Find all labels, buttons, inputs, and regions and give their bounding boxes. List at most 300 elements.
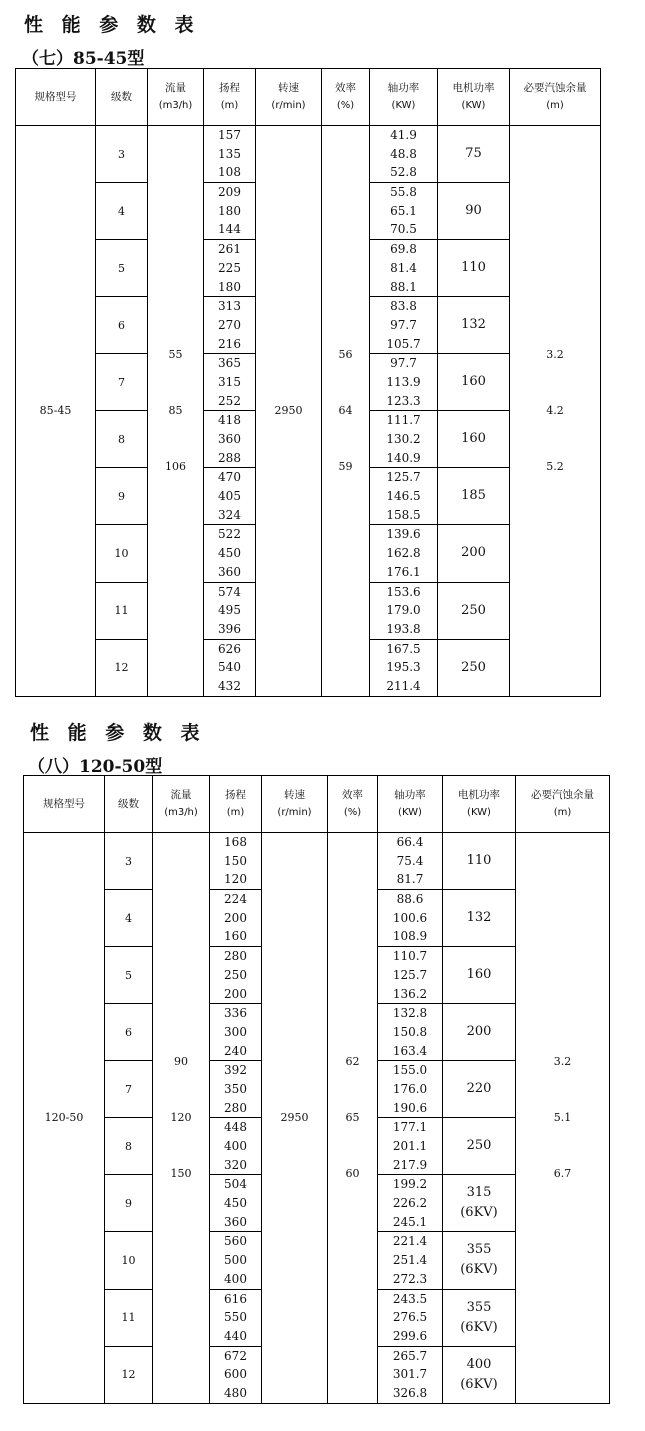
header-stages-label: 级数 [111,90,132,103]
shaft-power-cell-value: 251.4 [392,1253,428,1268]
header-efficiency-unit: (%) [336,100,355,111]
lift-cell-value: 209 [218,185,241,200]
shaft-power-cell [370,525,438,582]
lift-cell-value: 324 [218,507,241,522]
shaft-power-cell [370,354,438,411]
header-flow-label: 流量 [165,82,186,94]
header-shaft-power-unit: (KW) [398,807,422,818]
header-shaft-power-unit: (KW) [391,100,416,111]
shaft-power-cell-value: 153.6 [386,584,421,599]
shaft-power-cell [370,468,438,525]
motor-power-value: 200 [466,1024,492,1040]
lift-cell-value: 392 [224,1063,247,1078]
shaft-power-cell-value: 125.7 [386,470,421,485]
table-row [24,833,610,890]
efficiency-cell-value: 62 [345,1054,360,1068]
header-motor-power-label: 电机功率 [452,82,495,94]
motor-power-value: 250 [466,1138,492,1154]
lift-cell-value: 626 [218,641,241,656]
motor-power-cell [443,1346,516,1403]
shaft-power-cell-value: 155.0 [392,1063,428,1078]
lift-cell-value: 450 [218,546,241,561]
lift-cell-value: 574 [218,584,241,599]
lift-cell-value: 150 [224,853,247,868]
shaft-power-cell-value: 265.7 [392,1348,428,1363]
header-lift [204,69,256,126]
shaft-power-cell-value: 139.6 [386,527,421,542]
spec-table-120-50 [23,775,610,1404]
flow-cell-value: 85 [168,403,183,417]
shaft-power-cell-value: 190.6 [392,1100,428,1115]
motor-power-value: 355 [466,1242,492,1258]
shaft-power-cell [378,1289,443,1346]
shaft-power-cell-value: 136.2 [392,986,428,1001]
lift-cell-value: 396 [218,621,241,636]
motor-power-value: 250 [461,602,486,618]
npsh-cell-value: 6.7 [553,1166,572,1180]
lift-cell [210,1346,262,1403]
shaft-power-cell [378,833,443,890]
stage-cell: 3 [105,833,153,890]
shaft-power-cell-value: 88.6 [396,892,424,907]
lift-cell-value: 405 [218,489,241,504]
header-flow-unit: (m3/h) [158,100,193,111]
header-npsh-label: 必要汽蚀余量 [531,789,594,801]
lift-cell-value: 224 [224,892,247,907]
shaft-power-cell-value: 201.1 [392,1139,428,1153]
header-lift-label: 扬程 [225,789,246,801]
motor-power-cell [438,126,510,183]
lift-cell-value: 495 [218,603,241,618]
shaft-power-cell [378,1004,443,1061]
motor-power-value: 200 [461,545,486,561]
shaft-power-cell-value: 110.7 [392,949,428,964]
motor-power-cell [438,297,510,354]
efficiency-cell [328,833,378,1404]
shaft-power-cell-value: 65.1 [390,203,417,218]
motor-power-cell [443,1061,516,1118]
shaft-power-cell-value: 163.4 [392,1043,428,1058]
stage-cell: 5 [96,240,148,297]
npsh-cell-value: 4.2 [546,403,564,417]
header-lift [210,776,262,833]
header-shaft-power-label: 轴功率 [387,82,420,94]
stage-cell: 10 [96,525,148,582]
efficiency-cell-value: 60 [345,1166,360,1180]
lift-cell [204,582,256,639]
speed-cell: 2950 [256,126,322,697]
header-speed [262,776,328,833]
shaft-power-cell-value: 41.9 [390,128,417,142]
motor-power-value: 355 [466,1299,492,1315]
header-model-label: 规格型号 [34,90,77,103]
shaft-power-cell-value: 167.5 [386,641,421,656]
table-row [16,126,601,183]
lift-cell [204,639,256,696]
motor-power-cell [443,947,516,1004]
stage-cell: 8 [105,1118,153,1175]
section-title: 性 能 参 数 表 [30,722,206,744]
lift-cell-value: 500 [224,1253,247,1268]
shaft-power-cell [378,1061,443,1118]
shaft-power-cell-value: 70.5 [390,222,417,237]
header-stages [96,69,148,126]
shaft-power-cell-value: 81.4 [390,260,417,275]
npsh-cell-value: 3.2 [546,347,564,361]
lift-cell-value: 440 [224,1328,247,1343]
header-efficiency [328,776,378,833]
stage-cell: 9 [105,1175,153,1232]
lift-cell-value: 360 [224,1214,247,1229]
efficiency-cell [322,126,370,697]
lift-cell [204,468,256,525]
flow-cell-value: 120 [170,1110,192,1124]
stage-cell: 6 [105,1004,153,1061]
shaft-power-cell-value: 125.7 [392,967,428,982]
header-flow-label: 流量 [170,789,192,801]
npsh-cell-value: 5.1 [553,1110,572,1124]
lift-cell-value: 600 [224,1367,247,1382]
header-motor-power [443,776,516,833]
shaft-power-cell [378,1118,443,1175]
shaft-power-cell-value: 66.4 [396,835,424,849]
motor-power-value: 220 [466,1081,492,1097]
lift-cell-value: 135 [218,146,241,161]
lift-cell-value: 320 [224,1157,247,1172]
shaft-power-cell-value: 83.8 [390,299,417,314]
lift-cell-value: 240 [224,1043,247,1058]
lift-cell-value: 157 [218,128,241,142]
lift-cell-value: 448 [224,1120,247,1135]
shaft-power-cell-value: 97.7 [390,356,417,371]
header-lift-label: 扬程 [219,82,240,94]
shaft-power-cell-value: 52.8 [390,165,417,180]
stage-cell: 4 [96,183,148,240]
lift-cell-value: 360 [218,432,241,446]
efficiency-cell-value: 59 [338,459,353,473]
lift-cell-value: 280 [224,1100,247,1115]
shaft-power-cell-value: 221.4 [392,1234,428,1249]
lift-cell-value: 360 [218,564,241,579]
motor-power-value: 75 [465,146,482,162]
lift-cell-value: 270 [218,317,241,332]
lift-cell [210,890,262,947]
lift-cell-value: 250 [224,967,247,982]
motor-power-value: 250 [461,659,486,675]
shaft-power-cell-value: 123.3 [386,393,421,408]
header-model [24,776,105,833]
lift-cell [210,1232,262,1289]
lift-cell-value: 470 [218,470,241,485]
stage-cell: 11 [96,582,148,639]
lift-cell-value: 252 [218,393,241,408]
shaft-power-cell-value: 195.3 [386,660,421,675]
header-motor-power [438,69,510,126]
header-efficiency-label: 效率 [335,82,356,94]
shaft-power-cell-value: 226.2 [392,1196,428,1211]
shaft-power-cell [370,183,438,240]
lift-cell-value: 672 [224,1348,247,1363]
header-npsh-label: 必要汽蚀余量 [523,82,587,94]
header-npsh [516,776,610,833]
lift-cell-value: 365 [218,356,241,371]
shaft-power-cell-value: 130.2 [386,432,421,446]
shaft-power-cell-value: 75.4 [396,853,424,868]
header-stages-label: 级数 [118,797,139,810]
header-flow-unit: (m3/h) [164,807,198,818]
motor-power-value: 185 [461,488,486,504]
shaft-power-cell [370,240,438,297]
lift-cell-value: 418 [218,413,241,428]
lift-cell-value: 108 [218,165,241,180]
shaft-power-cell-value: 162.8 [386,546,421,561]
header-npsh-unit: (m) [546,100,564,111]
header-stages [105,776,153,833]
shaft-power-cell-value: 193.8 [386,621,421,636]
motor-power-value: 132 [466,910,492,926]
shaft-power-cell-value: 140.9 [386,450,421,465]
motor-power-value: 400 [466,1356,492,1372]
shaft-power-cell-value: 301.7 [392,1367,428,1382]
shaft-power-cell-value: 211.4 [386,678,421,693]
stage-cell: 7 [96,354,148,411]
lift-cell [204,411,256,468]
header-motor-power-unit: (KW) [461,100,486,111]
header-motor-power-label: 电机功率 [458,789,500,801]
shaft-power-cell-value: 108.9 [392,929,428,944]
motor-power-cell [443,890,516,947]
lift-cell-value: 522 [218,527,241,542]
motor-power-value: 160 [466,967,492,983]
flow-cell-value: 106 [165,459,186,473]
lift-cell-value: 400 [224,1139,247,1153]
lift-cell [204,183,256,240]
lift-cell-value: 550 [224,1310,247,1325]
header-speed-label: 转速 [278,82,299,94]
shaft-power-cell-value: 199.2 [392,1177,428,1192]
shaft-power-cell-value: 100.6 [392,910,428,925]
stage-cell: 12 [96,639,148,696]
stage-cell: 3 [96,126,148,183]
model-cell: 85-45 [16,126,96,697]
stage-cell: 9 [96,468,148,525]
motor-power-value: 315 [466,1185,492,1201]
lift-cell-value: 560 [224,1234,247,1249]
motor-power-cell [443,1118,516,1175]
motor-voltage-note: (6KV) [460,1205,498,1221]
header-npsh [510,69,601,126]
header-motor-power-unit: (KW) [467,807,491,818]
motor-power-value: 132 [461,317,486,333]
shaft-power-cell-value: 326.8 [392,1385,428,1400]
header-lift-unit: (m) [226,807,245,818]
lift-cell-value: 225 [218,260,241,275]
shaft-power-cell-value: 243.5 [392,1291,428,1306]
header-efficiency-label: 效率 [342,789,363,801]
flow-cell [148,126,204,697]
shaft-power-cell [370,297,438,354]
lift-cell-value: 540 [218,660,241,675]
shaft-power-cell-value: 132.8 [392,1006,428,1021]
lift-cell [204,354,256,411]
flow-cell-value: 150 [170,1166,192,1180]
stage-cell: 6 [96,297,148,354]
lift-cell [204,240,256,297]
header-efficiency-unit: (%) [343,807,362,818]
lift-cell-value: 160 [224,929,247,944]
shaft-power-cell-value: 111.7 [386,413,421,428]
stage-cell: 10 [105,1232,153,1289]
motor-power-cell [438,639,510,696]
shaft-power-cell-value: 217.9 [392,1157,428,1172]
shaft-power-cell-value: 276.5 [392,1310,428,1325]
motor-power-value: 110 [461,260,486,276]
lift-cell [204,126,256,183]
header-model [16,69,96,126]
lift-cell [210,947,262,1004]
header-npsh-unit: (m) [553,807,572,818]
motor-power-cell [443,1232,516,1289]
shaft-power-cell [378,1346,443,1403]
npsh-cell-value: 5.2 [546,459,564,473]
header-shaft-power-label: 轴功率 [394,789,426,801]
stage-cell: 4 [105,890,153,947]
lift-cell-value: 200 [224,986,247,1001]
motor-power-cell [438,240,510,297]
shaft-power-cell-value: 48.8 [390,146,417,161]
lift-cell-value: 504 [224,1177,247,1192]
motor-voltage-note: (6KV) [460,1319,498,1335]
lift-cell-value: 216 [218,336,241,351]
efficiency-cell-value: 65 [345,1110,360,1124]
shaft-power-cell [370,582,438,639]
lift-cell-value: 120 [224,872,247,887]
header-efficiency [322,69,370,126]
motor-power-cell [443,1175,516,1232]
header-speed-unit: (r/min) [277,807,312,818]
lift-cell-value: 616 [224,1291,247,1306]
lift-cell [210,1118,262,1175]
lift-cell-value: 480 [224,1385,247,1400]
lift-cell-value: 144 [218,222,241,237]
flow-cell [153,833,210,1404]
header-shaft-power [378,776,443,833]
shaft-power-cell-value: 179.0 [386,603,421,618]
header-shaft-power [370,69,438,126]
lift-cell-value: 288 [218,450,241,465]
header-lift-unit: (m) [220,100,239,111]
shaft-power-cell-value: 146.5 [386,489,421,504]
stage-cell: 7 [105,1061,153,1118]
motor-power-cell [443,1004,516,1061]
shaft-power-cell-value: 105.7 [386,336,421,351]
lift-cell-value: 432 [218,678,241,693]
lift-cell [204,525,256,582]
section-subtitle: （八）120-50型 [28,757,163,777]
motor-power-value: 110 [466,853,492,869]
speed-cell: 2950 [262,833,328,1404]
motor-power-cell [438,582,510,639]
shaft-power-cell-value: 113.9 [386,374,421,389]
npsh-cell [516,833,610,1404]
header-speed [256,69,322,126]
npsh-cell [510,126,601,697]
lift-cell-value: 280 [224,949,247,964]
lift-cell-value: 400 [224,1271,247,1286]
shaft-power-cell-value: 88.1 [390,279,417,294]
lift-cell-value: 168 [224,835,247,849]
efficiency-cell-value: 56 [338,347,353,361]
shaft-power-cell [378,1232,443,1289]
lift-cell [210,833,262,890]
shaft-power-cell [370,639,438,696]
motor-power-value: 160 [461,374,486,390]
shaft-power-cell-value: 158.5 [386,507,421,522]
motor-voltage-note: (6KV) [460,1262,498,1278]
motor-power-value: 90 [465,203,482,219]
shaft-power-cell-value: 176.1 [386,564,421,579]
lift-cell-value: 315 [218,374,241,389]
lift-cell [210,1289,262,1346]
lift-cell-value: 200 [224,910,247,925]
motor-power-cell [438,525,510,582]
shaft-power-cell-value: 272.3 [392,1271,428,1286]
motor-power-cell [438,354,510,411]
shaft-power-cell-value: 69.8 [390,242,417,257]
lift-cell-value: 313 [218,299,241,314]
stage-cell: 8 [96,411,148,468]
shaft-power-cell-value: 81.7 [396,872,424,887]
motor-power-cell [438,183,510,240]
lift-cell [210,1061,262,1118]
section-title: 性 能 参 数 表 [24,14,200,36]
shaft-power-cell [378,947,443,1004]
stage-cell: 12 [105,1346,153,1403]
lift-cell-value: 180 [218,203,241,218]
efficiency-cell-value: 64 [338,403,353,417]
lift-cell [210,1004,262,1061]
motor-power-cell [438,411,510,468]
model-cell: 120-50 [24,833,105,1404]
lift-cell-value: 180 [218,279,241,294]
npsh-cell-value: 3.2 [553,1054,572,1068]
shaft-power-cell-value: 299.6 [392,1328,428,1343]
stage-cell: 5 [105,947,153,1004]
shaft-power-cell-value: 55.8 [390,185,417,200]
lift-cell-value: 336 [224,1006,247,1021]
stage-cell: 11 [105,1289,153,1346]
flow-cell-value: 90 [174,1054,188,1068]
shaft-power-cell [378,890,443,947]
spec-table-85-45 [15,68,601,697]
lift-cell-value: 450 [224,1196,247,1211]
shaft-power-cell-value: 150.8 [392,1024,428,1039]
lift-cell-value: 261 [218,242,241,257]
shaft-power-cell [370,126,438,183]
shaft-power-cell-value: 177.1 [392,1120,428,1135]
lift-cell-value: 300 [224,1024,247,1039]
motor-power-value: 160 [461,431,486,447]
motor-power-cell [443,1289,516,1346]
shaft-power-cell-value: 245.1 [392,1214,428,1229]
motor-voltage-note: (6KV) [460,1376,498,1392]
lift-cell [204,297,256,354]
header-flow [153,776,210,833]
header-model-label: 规格型号 [43,797,85,810]
shaft-power-cell [378,1175,443,1232]
shaft-power-cell-value: 176.0 [392,1081,428,1096]
lift-cell [210,1175,262,1232]
